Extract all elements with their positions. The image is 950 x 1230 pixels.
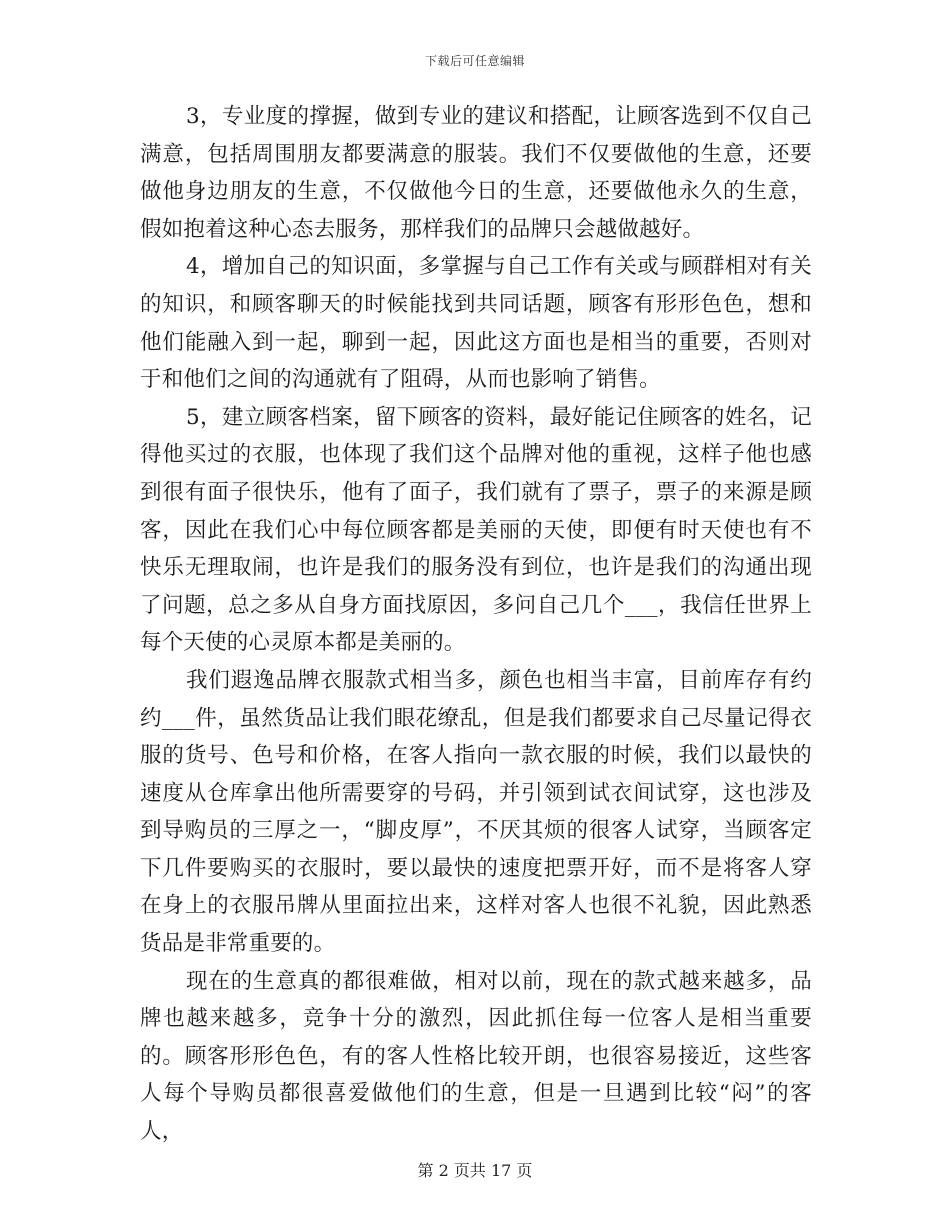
paragraph-business: 现在的生意真的都很难做，相对以前，现在的款式越来越多，品牌也越来越多，竞争十分的激烈，因此抓住每一位客人是相当重要的。顾客形形色色，有的客人性格比较开朗，也很容易接近，这些客人每个导购员都很喜爱做他们的生意，但是一旦遇到比较“闷”的客人， <box>140 968 812 1145</box>
document-body <box>140 98 812 1151</box>
paragraph-item-3: 3，专业度的撑握，做到专业的建议和搭配，让顾客选到不仅自己满意，包括周围朋友都要满意的服装。我们不仅要做他的生意，还要做他身边朋友的生意，不仅做他今日的生意，还要做他永久的生意，假如抱着这种心态去服务，那样我们的品牌只会越做越好。 <box>140 104 812 242</box>
paragraph-item-5: 5，建立顾客档案，留下顾客的资料，最好能记住顾客的姓名，记得他买过的衣服，也体现了我们这个品牌对他的重视，这样子他也感到很有面子很快乐，他有了面子，我们就有了票子，票子的来源是顾客，因此在我们心中每位顾客都是美丽的天使，即便有时天使也有不快乐无理取闹，也许是我们的服务没有到位，也许是我们的沟通出现了问题，总之多从自身方面找原因，多问自己几个___，我信任世界上每个天使的心灵原本都是美丽的。 <box>140 404 812 656</box>
page-number: 第 2 页共 17 页 <box>417 1161 533 1180</box>
paragraph-inventory: 我们遐逸品牌衣服款式相当多，颜色也相当丰富，目前库存有约约___件，虽然货品让我们眼花缭乱，但是我们都要求自己尽量记得衣服的货号、色号和价格，在客人指向一款衣服的时候，我们以最快的速度从仓库拿出他所需要穿的号码，并引领到试衣间试穿，这也涉及到导购员的三厚之一，“脚皮厚”，不厌其烦的很客人试穿，当顾客定下几件要购买的衣服时，要以最快的速度把票开好，而不是将客人穿在身上的衣服吊牌从里面拉出来，这样对客人也很不礼貌，因此熟悉货品是非常重要的。 <box>140 667 812 957</box>
paragraph-item-4: 4，增加自己的知识面，多掌握与自己工作有关或与顾群相对有关的知识，和顾客聊天的时候能找到共同话题，顾客有形形色色，想和他们能融入到一起，聊到一起，因此这方面也是相当的重要，否则对于和他们之间的沟通就有了阻碍，从而也影响了销售。 <box>140 254 812 393</box>
page-header: 下载后可任意编辑 <box>424 54 525 68</box>
